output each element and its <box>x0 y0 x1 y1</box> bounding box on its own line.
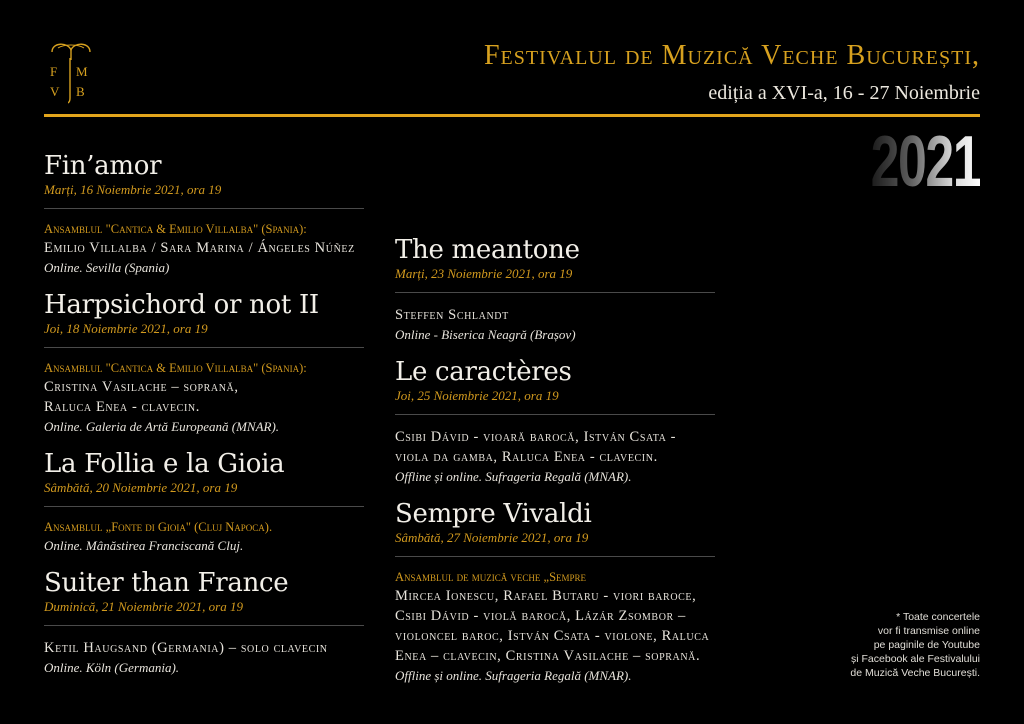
event-location: Online. Sevilla (Spania) <box>44 260 170 275</box>
event-ensemble: Ansamblul "Cantica & Emilio Villalba" (Spania): <box>44 222 307 236</box>
event-title: Fin’amor <box>44 151 162 181</box>
festival-year: 2021 <box>870 122 980 202</box>
event-location: Online. Köln (Germania). <box>44 660 180 675</box>
event-the-meantone <box>395 234 715 344</box>
event-ensemble: Ansamblul „Fonte di Gioia" (Cluj Napoca). <box>44 520 273 534</box>
event-date: Sâmbătă, 20 Noiembrie 2021, ora 19 <box>44 480 238 495</box>
event-divider <box>44 347 364 348</box>
event-date: Joi, 25 Noiembrie 2021, ora 19 <box>395 388 559 403</box>
event-performers: Mircea Ionescu, Rafael Butaru - viori baroce, <box>395 588 697 604</box>
event-performers: Csibi Dávid - violă barocă, Lázár Zsombor – <box>395 608 686 624</box>
event-la-follia <box>44 448 364 555</box>
event-title: La Follia e la Gioia <box>44 449 285 479</box>
event-divider <box>44 208 364 209</box>
festival-edition: ediția a XVI-a, 16 - 27 Noiembrie <box>708 82 980 104</box>
event-ensemble: Ansamblul "Cantica & Emilio Villalba" (Spania): <box>44 361 307 375</box>
event-date: Marți, 16 Noiembrie 2021, ora 19 <box>44 182 222 197</box>
event-date: Duminică, 21 Noiembrie 2021, ora 19 <box>44 599 243 614</box>
event-date: Marți, 23 Noiembrie 2021, ora 19 <box>395 266 573 281</box>
event-fin-amor <box>44 150 364 277</box>
note-line: pe paginile de Youtube <box>873 639 980 651</box>
event-location: Online. Mânăstirea Franciscană Cluj. <box>44 538 244 553</box>
events-column-left <box>44 150 364 689</box>
event-divider <box>395 292 715 293</box>
logo-letter-f: F <box>50 64 59 79</box>
event-harpsichord-or-not <box>44 289 364 436</box>
logo-stem-icon <box>68 58 72 104</box>
event-performers: Csibi Dávid - vioară barocă, István Csata - <box>395 429 677 445</box>
note-line: vor fi transmise online <box>877 625 980 637</box>
event-performers: Steffen Schlandt <box>395 307 509 323</box>
event-performers: violoncel baroc, István Csata - violone, Raluca <box>395 628 710 644</box>
event-location: Offline și online. Sufrageria Regală (MNAR). <box>395 668 632 683</box>
event-title: Le caractères <box>395 357 572 387</box>
logo-letter-v: V <box>50 84 61 99</box>
event-performers: viola da gamba, Raluca Enea - clavecin. <box>395 449 658 465</box>
note-line: * Toate concertele <box>896 611 980 623</box>
event-performers: Enea – clavecin, Cristina Vasilache – soprană. <box>395 648 701 664</box>
event-location: Online - Biserica Neagră (Brașov) <box>395 327 576 342</box>
festival-title: Festivalul de Muzică Veche București, <box>483 40 980 71</box>
note-line: de Muzică Veche București. <box>850 667 980 679</box>
event-suiter-than-france <box>44 567 364 677</box>
event-location: Online. Galeria de Artă Europeană (MNAR). <box>44 419 280 434</box>
event-location: Offline și online. Sufrageria Regală (MNAR). <box>395 469 632 484</box>
online-broadcast-note <box>850 610 980 680</box>
events-column-right <box>395 234 715 697</box>
logo-letter-b: B <box>76 84 86 99</box>
event-performers: Emilio Villalba / Sara Marina / Ángeles Núñez <box>44 240 355 256</box>
event-title: The meantone <box>395 235 580 265</box>
event-sempre-vivaldi <box>395 498 715 685</box>
event-divider <box>44 625 364 626</box>
event-le-caracteres <box>395 356 715 486</box>
event-performers: Raluca Enea - clavecin. <box>44 399 200 415</box>
event-ensemble: Ansamblul de muzică veche „Sempre <box>395 570 587 584</box>
event-performers: Cristina Vasilache – soprană, <box>44 379 239 395</box>
event-date: Joi, 18 Noiembrie 2021, ora 19 <box>44 321 208 336</box>
header-divider <box>44 114 980 117</box>
event-performers: Ketil Haugsand (Germania) – solo clavecin <box>44 640 328 656</box>
festival-logo <box>40 40 98 104</box>
note-line: și Facebook ale Festivalului <box>851 653 980 665</box>
event-divider <box>44 506 364 507</box>
event-title: Sempre Vivaldi <box>395 499 592 529</box>
event-title: Harpsichord or not II <box>44 290 319 320</box>
event-divider <box>395 556 715 557</box>
logo-letter-m: M <box>76 64 89 79</box>
event-title: Suiter than France <box>44 568 289 598</box>
lyre-flourish-icon <box>48 40 94 60</box>
event-date: Sâmbătă, 27 Noiembrie 2021, ora 19 <box>395 530 589 545</box>
event-divider <box>395 414 715 415</box>
